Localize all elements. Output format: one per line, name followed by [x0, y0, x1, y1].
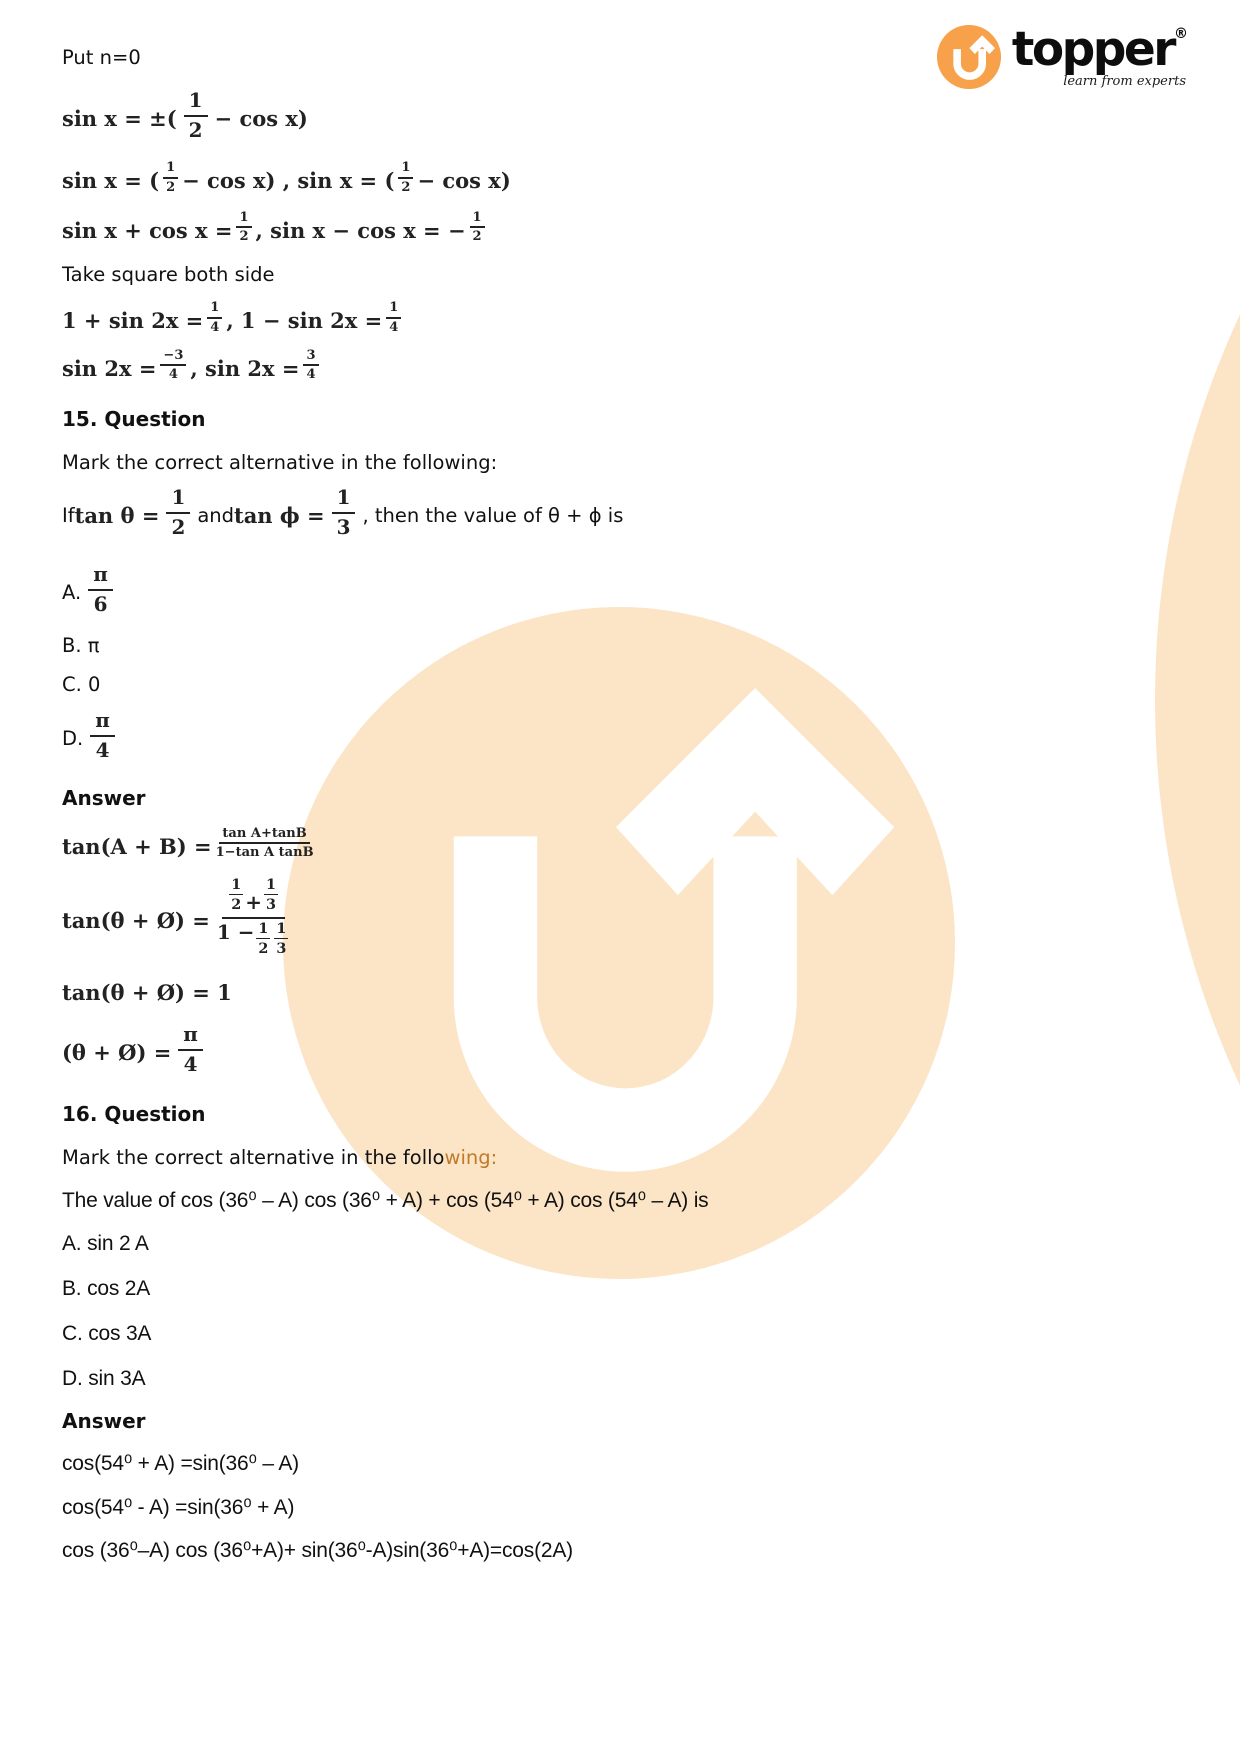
equation-sin2x-values: sin 2x = $\frac{-3}{4}$ , sin 2x = $\frac{3}{4}$ [62, 352, 1170, 385]
question-15-statement: If tan θ = $\frac{1}{2}$ and tan ϕ = $\frac{1}{3}$ , then the value of θ + ϕ is [62, 485, 624, 540]
equation-sin-plus-cos: sin x + cos x = $\frac{1}{2}$ , sin x − cos x = − $\frac{1}{2}$ [62, 214, 1170, 247]
equation-sinx-plusminus: sin x = ±( $\frac{1}{2}$ − cos x) [62, 88, 308, 143]
answer-16-heading: Answer [62, 1409, 146, 1434]
answer-15-tan-equals-1: tan(θ + Ø) = 1 [62, 980, 232, 1006]
question-15-heading: 15. Question [62, 406, 206, 431]
answer-15-heading: Answer [62, 785, 146, 810]
line-put-n0: Put n=0 [62, 46, 141, 69]
question-15-prompt: Mark the correct alternative in the following: [62, 450, 498, 474]
question-16-prompt [62, 1146, 1170, 1169]
line-take-square: Take square both side [62, 262, 275, 286]
option-b-q15: B. π [62, 634, 100, 658]
option-d-q15: D. $\frac{\pi}{4}$ [62, 713, 1170, 764]
topper-logo [936, 24, 1188, 90]
option-c-q16: C. cos 3A [62, 1322, 152, 1346]
option-b-q16: B. cos 2A [62, 1276, 151, 1300]
option-a-q16: A. sin 2 A [62, 1231, 149, 1255]
logo-wordmark: topper [1011, 22, 1174, 77]
answer-16-line-1: cos(54⁰ + A) =sin(36⁰ – A) [62, 1452, 299, 1476]
logo-text [1011, 22, 1188, 89]
option-c-q15: C. 0 [62, 673, 101, 697]
option-d-q16: D. sin 3A [62, 1367, 146, 1391]
answer-15-substitution: tan(θ + Ø) = $\frac{1}{2}$ + $\frac{1}{3}$ 1 − $\frac{1}{2}$ $\frac{1}{3}$ [62, 877, 287, 958]
logo-tagline: learn from experts [1063, 74, 1186, 89]
option-a-q15: A. $\frac{\pi}{6}$ [62, 567, 1170, 618]
answer-16-line-2: cos(54⁰ - A) =sin(36⁰ + A) [62, 1495, 295, 1519]
registered-mark: ® [1174, 26, 1188, 42]
answer-15-result: (θ + Ø) = $\frac{\pi}{4}$ [62, 1027, 1170, 1078]
question-16-heading: 16. Question [62, 1102, 206, 1127]
question-16-statement: The value of cos (36⁰ – A) cos (36⁰ + A) + cos (54⁰ + A) cos (54⁰ – A) is [62, 1188, 709, 1212]
prompt-main: Mark the correct alternative in the follo [62, 1146, 445, 1170]
answer-15-identity: tan(A + B) = $\frac{\text{tan A+tanB}}{\text{1−tan A tanB}}$ [62, 825, 314, 861]
equation-one-plus-sin2x: 1 + sin 2x = $\frac{1}{4}$ , 1 − sin 2x = $\frac{1}{4}$ [62, 304, 1170, 337]
prompt-tinted-part: wing: [444, 1146, 498, 1170]
equation-sinx-pair: sin x = ( $\frac{1}{2}$ − cos x) , sin x = ( $\frac{1}{2}$ − cos x) [62, 160, 511, 195]
answer-16-line-3: cos (36⁰–A) cos (36⁰+A)+ sin(36⁰-A)sin(36⁰+A)=cos(2A) [62, 1538, 573, 1562]
topper-logo-icon [936, 24, 1002, 90]
